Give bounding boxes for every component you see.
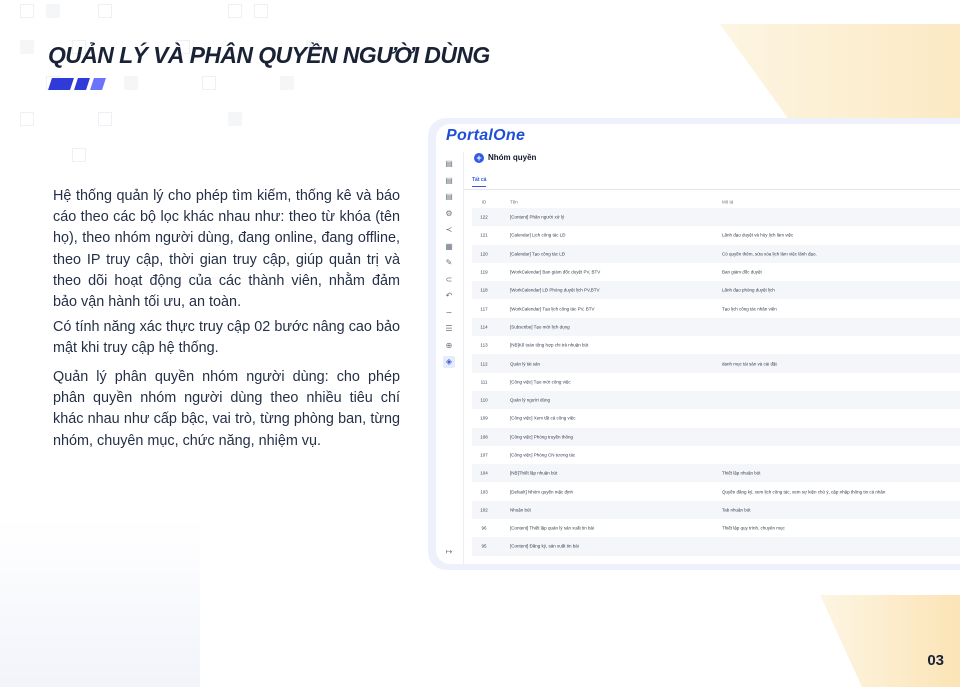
- cell-id: 121: [480, 232, 488, 238]
- paragraph-group-permission: Quản lý phân quyền nhóm người dùng: cho phép phân quyền nhóm người dùng theo nhiều tiêu chí khác nhau như cấp bậc, vai trò, từng phòng ban, từng nhóm, chuyên mục, chức năng, nhiệm vụ.: [53, 369, 400, 449]
- sidebar-doc-icon[interactable]: ▤: [445, 159, 453, 168]
- page-heading: Nhóm quyền: [488, 153, 537, 162]
- cell-name: [Calendar] Lịch công tác LĐ: [510, 232, 566, 238]
- cell-id: 119: [480, 269, 488, 275]
- cell-id: 107: [480, 452, 488, 458]
- page-number: 03: [927, 652, 944, 669]
- cell-id: 95: [481, 543, 487, 549]
- cell-name: Quản lý người dùng: [510, 397, 550, 403]
- table-row[interactable]: [472, 373, 960, 391]
- table-row[interactable]: [472, 226, 960, 244]
- sidebar-chart-icon[interactable]: ∼: [445, 307, 453, 317]
- sidebar-undo-icon[interactable]: ↶: [445, 291, 453, 300]
- cell-desc: Lãnh đạo duyệt và hủy lịch làm việc: [722, 232, 794, 238]
- table-row[interactable]: [472, 482, 960, 500]
- decor-shape-top-right: [720, 24, 960, 124]
- app-sidebar: [436, 152, 464, 564]
- cell-id: 104: [480, 470, 488, 476]
- decor-shape-bottom-right: [820, 595, 960, 687]
- permission-group-table: [472, 196, 960, 556]
- column-header-desc[interactable]: Mô tả: [722, 199, 734, 205]
- cell-id: 108: [480, 434, 488, 440]
- cell-id: 113: [480, 342, 488, 348]
- table-row[interactable]: [472, 354, 960, 372]
- sidebar-layers-icon[interactable]: ◈: [443, 356, 455, 368]
- sidebar-share-icon[interactable]: ≺: [445, 225, 453, 234]
- cell-name: [Công việc] Phòng CN tương tác: [510, 452, 576, 458]
- cell-id: 118: [480, 287, 488, 293]
- cell-id: 96: [481, 525, 487, 531]
- cell-id: 120: [480, 251, 488, 257]
- cell-id: 122: [480, 214, 488, 220]
- add-group-button[interactable]: +: [474, 153, 484, 163]
- cell-id: 114: [480, 324, 488, 330]
- table-row[interactable]: [472, 281, 960, 299]
- cell-name: [NB]Thiết lập nhuận bút: [510, 470, 558, 476]
- cell-name: [Subscribe] Tạo mới lịch dụng: [510, 324, 570, 330]
- paragraph-two-factor: Có tính năng xác thực truy cập 02 bước nâng cao bảo mật khi truy cập hệ thống.: [53, 319, 400, 357]
- cell-id: 109: [480, 415, 488, 421]
- table-row[interactable]: [472, 245, 960, 263]
- sidebar-list-icon[interactable]: ☰: [445, 324, 453, 333]
- cell-desc: danh mục tài sản và cài đặt: [722, 361, 777, 367]
- cell-id: 102: [480, 507, 488, 513]
- table-row[interactable]: [472, 263, 960, 281]
- cell-name: [Default] Nhóm quyền mặc định: [510, 489, 574, 495]
- app-logo[interactable]: PortalOne: [446, 127, 526, 144]
- cell-id: 110: [480, 397, 488, 403]
- sidebar-doc-icon[interactable]: ▤: [445, 175, 453, 185]
- cell-desc: Ban giám đốc duyệt: [722, 269, 762, 275]
- table-row[interactable]: [472, 318, 960, 336]
- tab-bar: [464, 172, 960, 190]
- cell-name: [Công việc] Tạo mới công việc: [510, 379, 571, 385]
- sidebar-globe-icon[interactable]: ⊕: [445, 340, 453, 350]
- table-row[interactable]: [472, 446, 960, 464]
- table-row[interactable]: [472, 299, 960, 317]
- sidebar-doc-icon[interactable]: ▤: [445, 192, 453, 201]
- table-row[interactable]: [472, 336, 960, 354]
- cell-name: [Công việc] Xem tất cả công việc: [510, 415, 576, 421]
- collapse-sidebar-icon[interactable]: ↦: [445, 547, 453, 556]
- cell-desc: Lãnh đạo phòng duyệt lịch: [722, 287, 775, 293]
- cell-id: 111: [480, 379, 488, 385]
- cell-name: [WorkCalendar] Ban giám đốc duyệt PV, BTV: [510, 269, 601, 275]
- background-square-pattern: [0, 0, 330, 190]
- column-header-id[interactable]: ID: [481, 199, 487, 205]
- table-row[interactable]: [472, 409, 960, 427]
- column-header-name[interactable]: Tên: [510, 199, 518, 205]
- table-row[interactable]: [472, 208, 960, 226]
- table-body: [472, 208, 960, 556]
- app-topbar: [464, 150, 960, 172]
- decor-shape-bottom-left: [0, 517, 200, 687]
- cell-name: [Calendar] Tạo công tác LĐ: [510, 251, 565, 257]
- cell-id: 117: [480, 306, 488, 312]
- cell-name: [Content] Phân người xử lý: [510, 214, 565, 220]
- cell-name: [WorkCalendar] LĐ Phòng duyệt lịch PV,BTV: [510, 287, 600, 293]
- cell-name: [Content] Thiết lập quản lý sản xuất tin bài: [510, 525, 594, 531]
- paragraph-search-reporting: Hệ thống quản lý cho phép tìm kiếm, thống kê và báo cáo theo các bộ lọc khác nhau như: theo từ khóa (tên họ), theo nhóm người dùng, đang online, đang offline, theo IP truy cập, thời gian truy cập, giúp quản trị và theo dõi hoạt động của các thành viên, nhằm đảm bảo vận hành tối ưu, an toàn.: [53, 188, 400, 311]
- cell-name: [NB]Kế toán tổng hợp chi trả nhuận bút: [510, 342, 589, 348]
- cell-id: 112: [480, 361, 488, 367]
- sidebar-link-icon[interactable]: ⊂: [445, 274, 453, 284]
- cell-desc: Thiết lập nhuận bút: [722, 470, 761, 476]
- table-row[interactable]: [472, 391, 960, 409]
- cell-name: [Content] Đăng ký, sản xuất tin bài: [510, 543, 579, 549]
- cell-desc: Tạo lịch công tác nhân viên: [722, 306, 777, 312]
- sidebar-edit-icon[interactable]: ✎: [445, 258, 453, 267]
- table-row[interactable]: [472, 501, 960, 519]
- cell-name: Quản lý tài sản: [510, 361, 541, 367]
- table-row[interactable]: [472, 428, 960, 446]
- app-window: [436, 124, 960, 564]
- table-row[interactable]: [472, 464, 960, 482]
- cell-name: Nhuận bút: [510, 507, 531, 513]
- table-row[interactable]: [472, 537, 960, 555]
- cell-name: [WorkCalendar] Tạo lịch công tác PV, BTV: [510, 306, 595, 312]
- table-header: [472, 196, 960, 208]
- table-row[interactable]: [472, 519, 960, 537]
- cell-id: 103: [480, 489, 488, 495]
- slide-title: QUẢN LÝ VÀ PHÂN QUYỀN NGƯỜI DÙNG: [48, 42, 490, 68]
- cell-desc: Quyền đăng ký, xem lịch công tác, xem sự kiện chủ ý, cập nhập thông tin cá nhân: [722, 489, 886, 495]
- cell-desc: Thiết lập quy trình, chuyên mục: [722, 525, 785, 531]
- tab-all[interactable]: Tất cả: [472, 177, 486, 187]
- cell-name: [Công việc] Phòng truyền thông: [510, 434, 574, 440]
- cell-desc: Tab nhuận bút: [722, 507, 751, 513]
- sidebar-grid-icon[interactable]: ▦: [445, 241, 453, 251]
- cell-desc: Có quyền thêm, sửa xóa lịch làm việc lãnh đạo.: [722, 251, 817, 257]
- sidebar-settings-icon[interactable]: ⚙: [445, 208, 453, 218]
